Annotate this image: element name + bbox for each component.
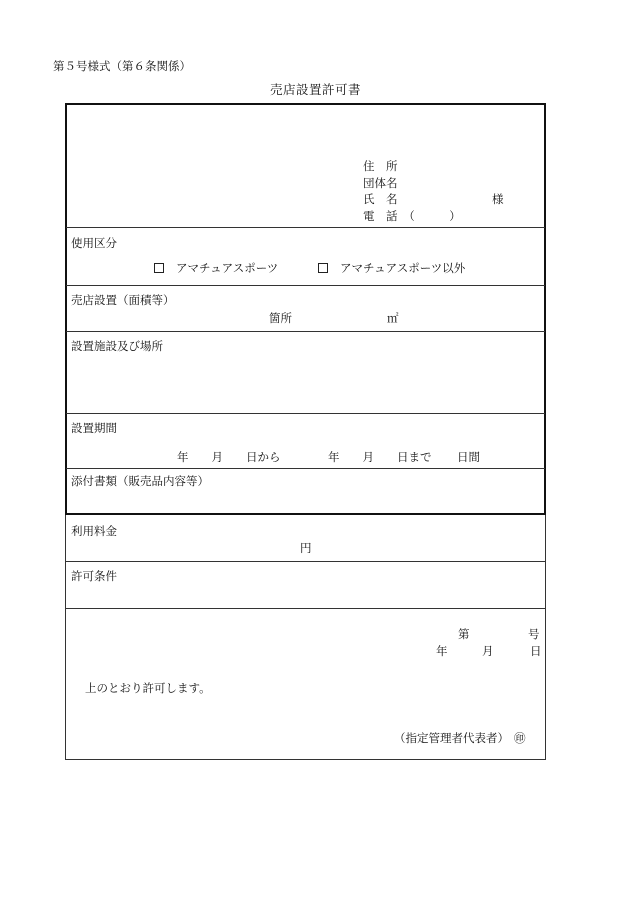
phone-label: 電 話 （ ）: [363, 209, 461, 223]
shop-installation-label: 売店設置（面積等）: [71, 293, 175, 307]
name-label: 氏 名: [363, 192, 398, 206]
date-day-unit: 日: [530, 644, 542, 658]
checkbox-non-amateur-sports: [318, 263, 328, 273]
organization-label: 団体名: [363, 176, 398, 190]
row-divider: [66, 468, 545, 469]
row-divider: [66, 331, 545, 332]
period-end: 年 月 日まで: [328, 450, 432, 464]
row-divider: [66, 413, 545, 414]
address-label: 住 所: [363, 159, 398, 173]
document-title: 売店設置許可書: [270, 82, 362, 97]
option-amateur-sports: アマチュアスポーツ: [176, 261, 279, 275]
facility-location-label: 設置施設及び場所: [71, 339, 163, 353]
area-unit: ㎡: [387, 311, 399, 325]
honorific: 様: [492, 192, 504, 206]
attachments-label: 添付書類（販売品内容等）: [71, 474, 209, 488]
usage-category-label: 使用区分: [71, 236, 117, 250]
seal-icon: ㊞: [514, 731, 526, 745]
row-divider: [65, 561, 546, 562]
permit-number-prefix: 第: [458, 627, 470, 641]
checkbox-amateur-sports: [154, 263, 164, 273]
permit-conditions-label: 許可条件: [71, 569, 117, 583]
period-duration-unit: 日間: [457, 450, 480, 464]
row-divider: [66, 227, 545, 228]
form-number: 第５号様式（第６条関係）: [53, 59, 191, 73]
row-divider: [65, 608, 546, 609]
permit-number-suffix: 号: [528, 627, 540, 641]
date-month-unit: 月: [482, 644, 494, 658]
date-year-unit: 年: [436, 644, 448, 658]
installation-period-label: 設置期間: [71, 421, 117, 435]
option-non-amateur-sports: アマチュアスポーツ以外: [340, 261, 466, 275]
row-divider: [66, 285, 545, 286]
usage-fee-label: 利用料金: [71, 524, 117, 538]
count-unit: 箇所: [269, 311, 292, 325]
period-start: 年 月 日から: [177, 450, 281, 464]
issuer-label: （指定管理者代表者）: [394, 731, 509, 745]
permit-statement: 上のとおり許可します。: [85, 681, 211, 695]
currency-unit: 円: [300, 541, 312, 555]
